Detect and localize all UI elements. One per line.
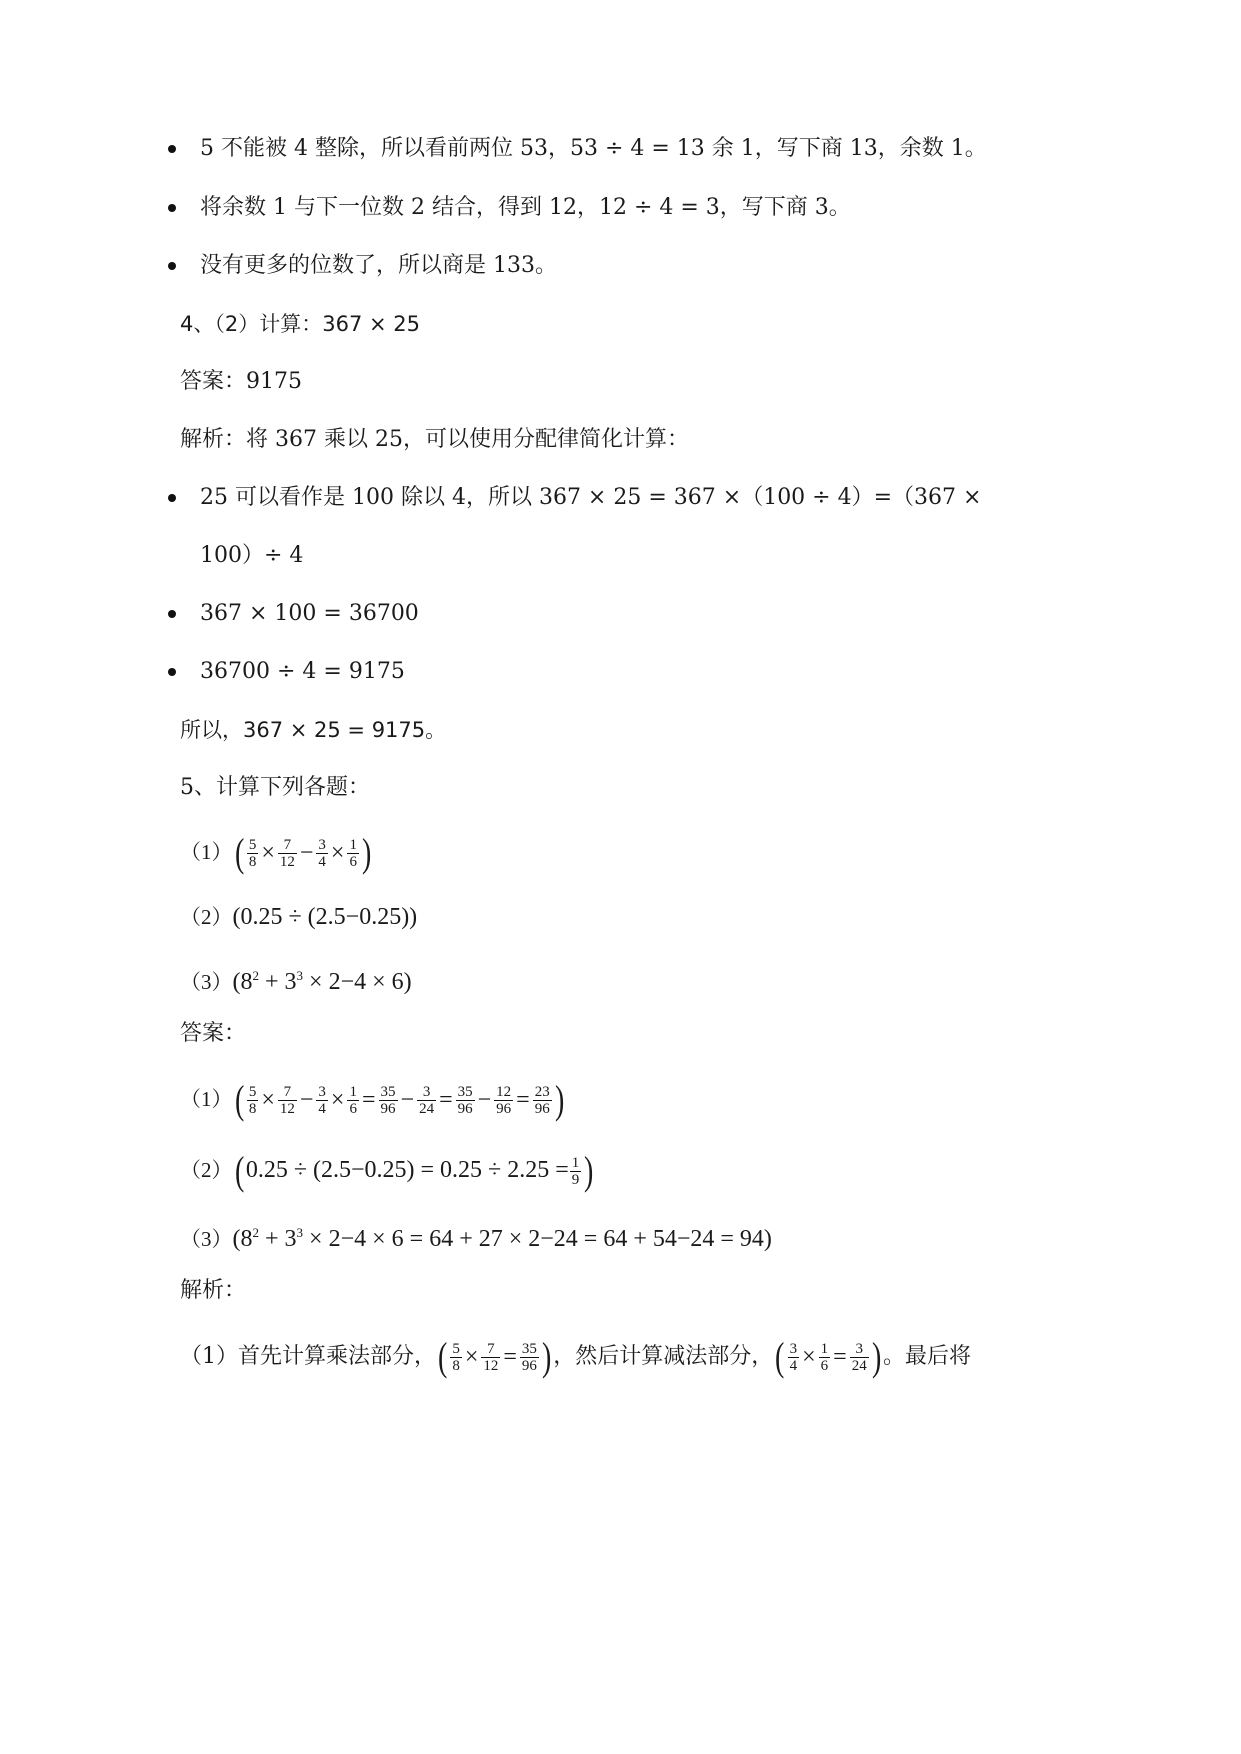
analysis-1: （1）首先计算乘法部分，( $\frac{5}{8}$ × $\frac{7}{12}$ = $\frac{35}{96}$ )，然后计算减法部分，( $\frac{3}{4}$ × $\frac{1}{6}$ = $\frac{3}{24}$ )。最后将 [180, 1334, 972, 1380]
bullet-dot [168, 145, 176, 153]
bullet-text: 没有更多的位数了，所以商是 133。 [200, 253, 557, 278]
bullet-dot [168, 668, 176, 676]
bullet-dot [168, 262, 176, 270]
question-4-answer: 答案：9175 [180, 369, 302, 394]
question-4-analysis: 解析：将 367 乘以 25，可以使用分配律简化计算： [180, 427, 689, 452]
step-text: 25 可以看作是 100 除以 4，所以 367 × 25 = 367 ×（100 ÷ 4）=（367 × [200, 485, 982, 510]
problem-1: （1）( $\frac{5}{8}$ × $\frac{7}{12}$ − $\frac{3}{4}$ × $\frac{1}{6}$ ) [180, 830, 372, 876]
answer-3: $(3)(8^2 + 3^3 \times 2-4 \times 6 = 64 + 27 \times 2-24 = 64 + 54-24 = 94)$ [180, 1225, 772, 1252]
answer-label: 答案： [180, 1021, 247, 1046]
problem-2: （2）(0.25 ÷ (2.5−0.25)) [180, 904, 418, 930]
answer-1: （1）( $\frac{5}{8}$ × $\frac{7}{12}$ − $\frac{3}{4}$ × $\frac{1}{6}$ = $\frac{35}{96}$ − $\frac{3}{24}$ = $\frac{35}{96}$ − $\frac{12}{96}$ = $\frac{23}{96}$ ) [180, 1077, 565, 1123]
analysis-label: 解析： [180, 1278, 247, 1303]
fraction: $\frac{7}{12}$ [279, 836, 295, 870]
bullet-text: 5 不能被 4 整除，所以看前两位 53，53 ÷ 4 = 13 余 1，写下商 13，余数 1。 [200, 136, 987, 161]
bullet-dot [168, 494, 176, 502]
step-text: 367 × 100 = 36700 [200, 601, 419, 626]
bullet-text: 将余数 1 与下一位数 2 结合，得到 12，12 ÷ 4 = 3，写下商 3。 [200, 195, 851, 220]
question-4-title: 4、（2）计算：367 × 25 [180, 312, 420, 336]
question-4-conclusion: 所以，367 × 25 = 9175。 [180, 718, 447, 742]
bullet-dot [168, 204, 176, 212]
label: （1） [180, 840, 233, 864]
step-text-continued: 100）÷ 4 [200, 543, 304, 568]
expression: (0.25 ÷ (2.5−0.25)) [232, 904, 418, 930]
fraction: $\frac{1}{6}$ [349, 836, 357, 870]
close-paren: ) [361, 830, 372, 876]
step-text: 36700 ÷ 4 = 9175 [200, 659, 405, 684]
open-paren: ( [234, 830, 244, 876]
bullet-dot [168, 610, 176, 618]
answer-2: （2）(0.25 ÷ (2.5−0.25) = 0.25 ÷ 2.25 = $\frac{1}{9}$ ) [180, 1148, 594, 1194]
fraction: $\frac{3}{4}$ [318, 836, 326, 870]
problem-3: $(3)(8^2 + 3^3 \times 2-4 \times 6)$ [180, 968, 412, 995]
question-5-title: 5、计算下列各题： [180, 775, 370, 800]
fraction: $\frac{5}{8}$ [248, 836, 257, 870]
